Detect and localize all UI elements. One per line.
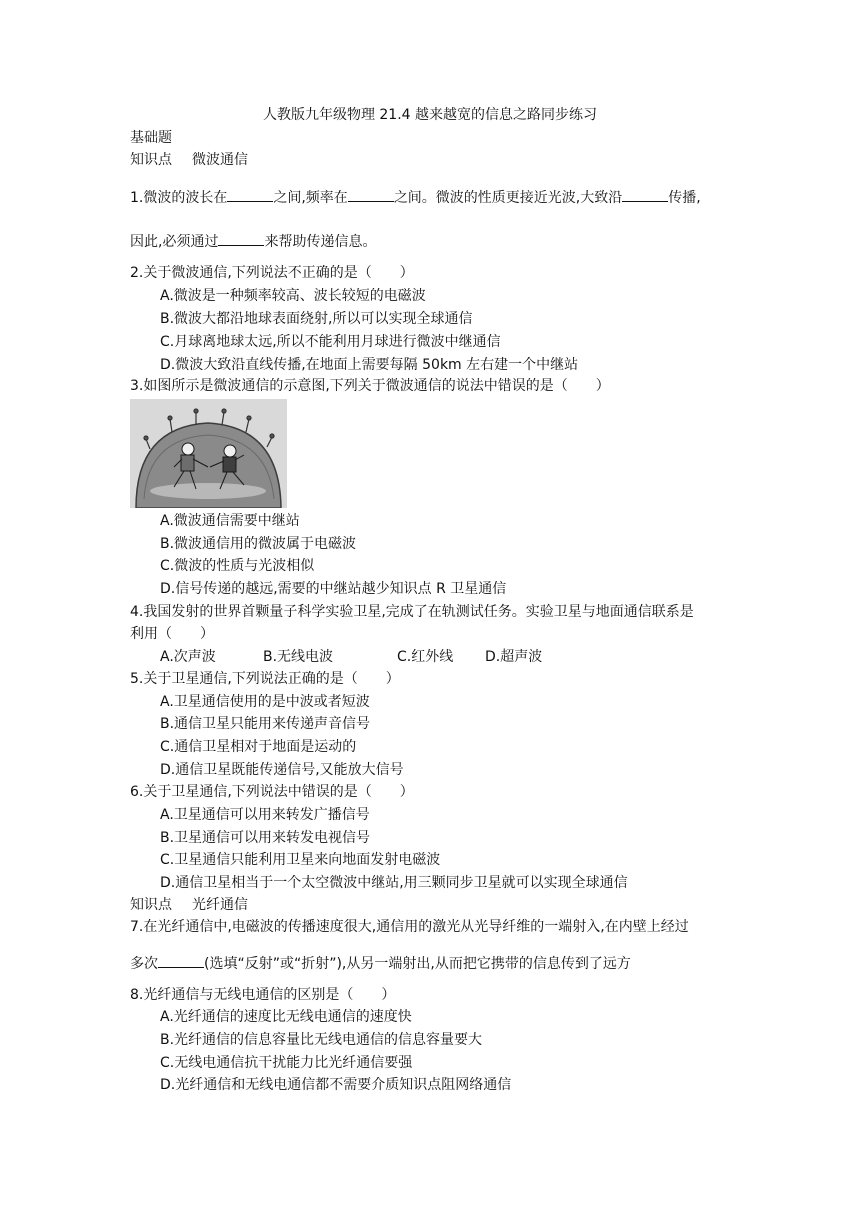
question-5-stem: 5.关于卫星通信,下列说法正确的是（ ）: [130, 671, 400, 687]
question-1-line-1: [130, 187, 701, 207]
q8-option-d[interactable]: D.光纤通信和无线电通信都不需要介质知识点阻网络通信: [160, 1077, 512, 1093]
q4-option-c[interactable]: C.红外线: [397, 649, 454, 665]
question-4-stem-line-1: 4.我国发射的世界首颗量子科学实验卫星,完成了在轨测试任务。实验卫星与地面通信联系是: [130, 604, 694, 620]
document-title: 人教版九年级物理 21.4 越来越宽的信息之路同步练习: [262, 107, 598, 123]
answer-blank: [622, 187, 668, 202]
answer-blank: [218, 231, 264, 246]
q1-text: 来帮助传递信息。: [264, 234, 377, 250]
q2-option-a[interactable]: A.微波是一种频率较高、波长较短的电磁波: [160, 288, 426, 304]
kp-name: 光纤通信: [192, 897, 248, 913]
question-7-line-2: [130, 953, 631, 973]
q2-option-c[interactable]: C.月球离地球太远,所以不能利用月球进行微波中继通信: [160, 334, 501, 350]
knowledge-point-heading: [130, 896, 248, 914]
q8-option-c[interactable]: C.无线电通信抗干扰能力比光纤通信要强: [160, 1055, 413, 1071]
q8-option-a[interactable]: A.光纤通信的速度比无线电通信的速度快: [160, 1009, 412, 1025]
q1-text: 1.微波的波长在: [130, 190, 228, 206]
answer-blank: [227, 187, 273, 202]
q1-text: 传播,: [668, 190, 701, 206]
question-3-stem: 3.如图所示是微波通信的示意图,下列关于微波通信的说法中错误的是（ ）: [130, 378, 610, 394]
q6-option-a[interactable]: A.卫星通信可以用来转发广播信号: [160, 807, 370, 823]
question-1-line-2: [130, 231, 376, 251]
knowledge-point-heading: [130, 151, 248, 169]
question-6-stem: 6.关于卫星通信,下列说法中错误的是（ ）: [130, 784, 414, 800]
q1-text: 因此,必须通过: [130, 234, 219, 250]
question-2-stem: 2.关于微波通信,下列说法不正确的是（ ）: [130, 265, 414, 281]
q5-option-c[interactable]: C.通信卫星相对于地面是运动的: [160, 739, 357, 755]
q7-text: 多次: [130, 956, 158, 972]
q5-option-a[interactable]: A.卫星通信使用的是中波或者短波: [160, 694, 370, 710]
q3-option-b[interactable]: B.微波通信用的微波属于电磁波: [160, 536, 357, 552]
q6-option-c[interactable]: C.卫星通信只能利用卫星来向地面发射电磁波: [160, 852, 441, 868]
kp-label: 知识点: [130, 897, 172, 913]
q4-option-a[interactable]: A.次声波: [160, 649, 216, 665]
q2-option-d[interactable]: D.微波大致沿直线传播,在地面上需要每隔 50km 左右建一个中继站: [160, 357, 579, 373]
answer-blank: [158, 953, 204, 968]
q6-option-b[interactable]: B.卫星通信可以用来转发电视信号: [160, 830, 371, 846]
question-8-stem: 8.光纤通信与无线电通信的区别是（ ）: [130, 987, 396, 1003]
question-4-stem-line-2: 利用（ ）: [130, 626, 214, 642]
section-heading: 基础题: [130, 130, 172, 146]
q2-option-b[interactable]: B.微波大都沿地球表面绕射,所以可以实现全球通信: [160, 311, 473, 327]
q3-option-c[interactable]: C.微波的性质与光波相似: [160, 558, 315, 574]
q4-option-d[interactable]: D.超声波: [485, 649, 543, 665]
q1-text: 之间。微波的性质更接近光波,大致沿: [393, 190, 623, 206]
question-7-line-1: 7.在光纤通信中,电磁波的传播速度很大,通信用的激光从光导纤维的一端射入,在内壁上经过: [130, 919, 689, 935]
q1-text: 之间,频率在: [273, 190, 348, 206]
q5-option-d[interactable]: D.通信卫星既能传递信号,又能放大信号: [160, 762, 404, 778]
q7-text: (选填“反射”或“折射”),从另一端射出,从而把它携带的信息传到了远方: [204, 956, 631, 972]
answer-blank: [348, 187, 394, 202]
q6-option-d[interactable]: D.通信卫星相当于一个太空微波中继站,用三颗同步卫星就可以实现全球通信: [160, 875, 628, 891]
microwave-communication-figure: [130, 399, 287, 508]
q3-option-d[interactable]: D.信号传递的越远,需要的中继站越少知识点 R 卫星通信: [160, 581, 507, 597]
kp-name: 微波通信: [192, 152, 248, 168]
kp-label: 知识点: [130, 152, 172, 168]
q4-option-b[interactable]: B.无线电波: [263, 649, 334, 665]
q8-option-b[interactable]: B.光纤通信的信息容量比无线电通信的信息容量要大: [160, 1032, 483, 1048]
q5-option-b[interactable]: B.通信卫星只能用来传递声音信号: [160, 716, 371, 732]
q3-option-a[interactable]: A.微波通信需要中继站: [160, 513, 300, 529]
